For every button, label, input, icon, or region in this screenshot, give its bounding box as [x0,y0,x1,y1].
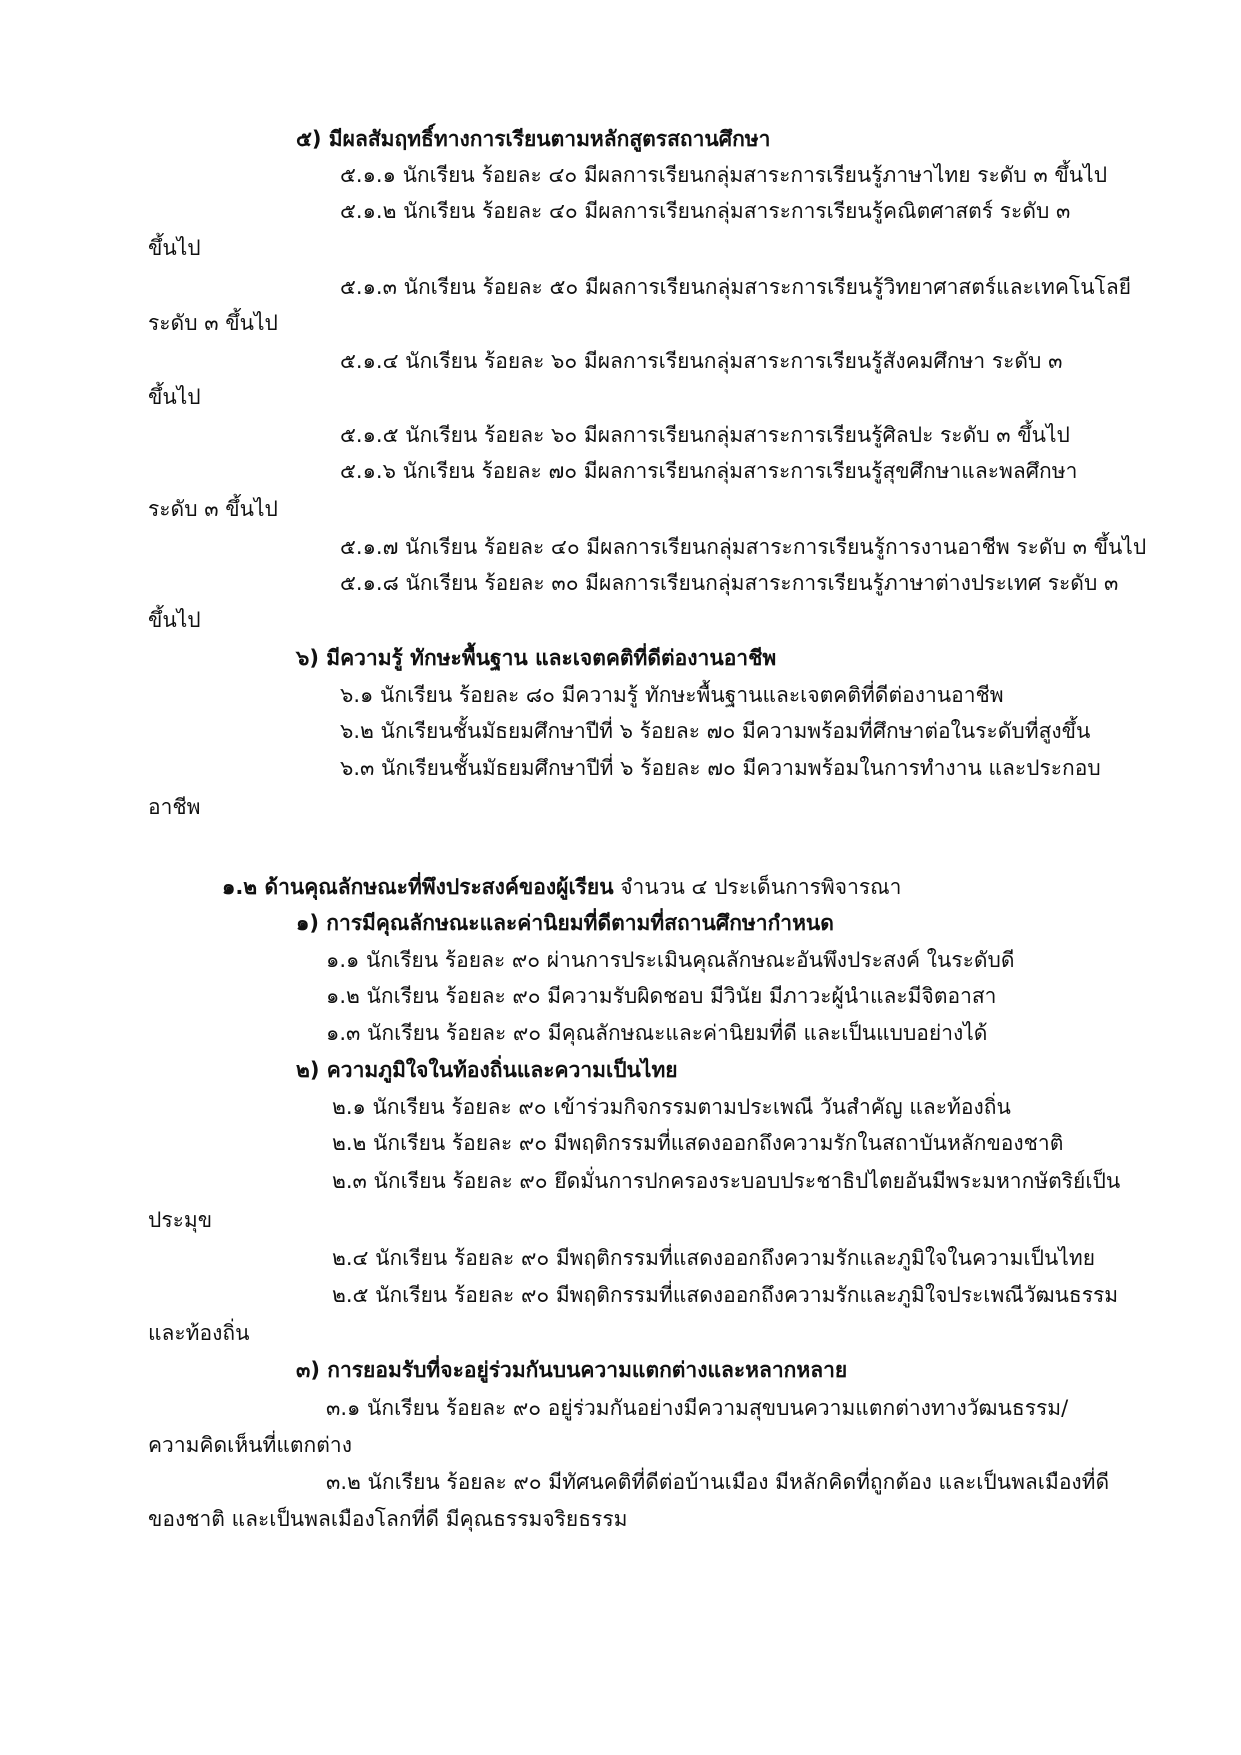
list-item-continuation: ของชาติ และเป็นพลเมืองโลกที่ดี มีคุณธรรมจริยธรรม [148,1507,628,1531]
list-item-continuation: ขึ้นไป [148,385,201,409]
list-item: ๖.๓ นักเรียนชั้นมัธยมศึกษาปีที่ ๖ ร้อยละ ๗๐ มีความพร้อมในการทำงาน และประกอบ [340,756,1101,780]
list-item-continuation: อาชีพ [148,795,201,819]
list-item: ๕.๑.๖ นักเรียน ร้อยละ ๗๐ มีผลการเรียนกลุ่มสาระการเรียนรู้สุขศึกษาและพลศึกษา [340,459,1078,483]
subsection-2-heading: ๒) ความภูมิใจในท้องถิ่นและความเป็นไทย [296,1058,678,1082]
list-item: ๑.๓ นักเรียน ร้อยละ ๙๐ มีคุณลักษณะและค่านิยมที่ดี และเป็นแบบอย่างได้ [326,1021,988,1045]
list-item-continuation: ขึ้นไป [148,236,201,260]
list-item: ๒.๑ นักเรียน ร้อยละ ๙๐ เข้าร่วมกิจกรรมตามประเพณี วันสำคัญ และท้องถิ่น [332,1095,1011,1119]
list-item: ๕.๑.๓ นักเรียน ร้อยละ ๕๐ มีผลการเรียนกลุ่มสาระการเรียนรู้วิทยาศาสตร์และเทคโนโลยี [340,275,1131,299]
list-item-continuation: ขึ้นไป [148,608,201,632]
list-item: ๒.๒ นักเรียน ร้อยละ ๙๐ มีพฤติกรรมที่แสดงออกถึงความรักในสถาบันหลักของชาติ [332,1131,1064,1155]
list-item: ๖.๒ นักเรียนชั้นมัธยมศึกษาปีที่ ๖ ร้อยละ ๗๐ มีความพร้อมที่ศึกษาต่อในระดับที่สูงขึ้น [340,719,1091,743]
list-item: ๓.๒ นักเรียน ร้อยละ ๙๐ มีทัศนคติที่ดีต่อบ้านเมือง มีหลักคิดที่ถูกต้อง และเป็นพลเมืองที่ดี [326,1470,1110,1494]
list-item-continuation: ระดับ ๓ ขึ้นไป [148,497,278,521]
list-item: ๓.๑ นักเรียน ร้อยละ ๙๐ อยู่ร่วมกันอย่างมีความสุขบนความแตกต่างทางวัฒนธรรม/ [326,1396,1069,1420]
list-item: ๕.๑.๕ นักเรียน ร้อยละ ๖๐ มีผลการเรียนกลุ่มสาระการเรียนรู้ศิลปะ ระดับ ๓ ขึ้นไป [340,423,1070,447]
section-6-heading: ๖) มีความรู้ ทักษะพื้นฐาน และเจตคติที่ดีต่องานอาชีพ [296,646,777,670]
list-item: ๕.๑.๗ นักเรียน ร้อยละ ๔๐ มีผลการเรียนกลุ่มสาระการเรียนรู้การงานอาชีพ ระดับ ๓ ขึ้นไป [340,535,1147,559]
list-item: ๕.๑.๘ นักเรียน ร้อยละ ๓๐ มีผลการเรียนกลุ่มสาระการเรียนรู้ภาษาต่างประเทศ ระดับ ๓ [340,571,1119,595]
list-item-continuation: ความคิดเห็นที่แตกต่าง [148,1433,352,1457]
list-item: ๑.๒ นักเรียน ร้อยละ ๙๐ มีความรับผิดชอบ มีวินัย มีภาวะผู้นำและมีจิตอาสา [326,984,997,1008]
section-5-heading: ๕) มีผลสัมฤทธิ์ทางการเรียนตามหลักสูตรสถานศึกษา [296,127,771,151]
list-item-continuation: ประมุข [148,1208,213,1232]
list-item: ๑.๑ นักเรียน ร้อยละ ๙๐ ผ่านการประเมินคุณลักษณะอันพึงประสงค์ ในระดับดี [326,948,1015,972]
subsection-1-heading: ๑) การมีคุณลักษณะและค่านิยมที่ดีตามที่สถานศึกษากำหนด [296,911,834,935]
section-1-2-title: ๑.๒ ด้านคุณลักษณะที่พึงประสงค์ของผู้เรียน [222,875,614,899]
list-item: ๕.๑.๒ นักเรียน ร้อยละ ๔๐ มีผลการเรียนกลุ่มสาระการเรียนรู้คณิตศาสตร์ ระดับ ๓ [340,199,1071,223]
list-item: ๕.๑.๔ นักเรียน ร้อยละ ๖๐ มีผลการเรียนกลุ่มสาระการเรียนรู้สังคมศึกษา ระดับ ๓ [340,349,1063,373]
list-item-continuation: ระดับ ๓ ขึ้นไป [148,311,278,335]
list-item: ๒.๔ นักเรียน ร้อยละ ๙๐ มีพฤติกรรมที่แสดงออกถึงความรักและภูมิใจในความเป็นไทย [332,1246,1096,1270]
section-1-2-subtitle: จำนวน ๔ ประเด็นการพิจารณา [613,875,902,899]
list-item: ๖.๑ นักเรียน ร้อยละ ๘๐ มีความรู้ ทักษะพื้นฐานและเจตคติที่ดีต่องานอาชีพ [340,683,1004,707]
subsection-3-heading: ๓) การยอมรับที่จะอยู่ร่วมกันบนความแตกต่างและหลากหลาย [296,1358,848,1382]
list-item: ๒.๓ นักเรียน ร้อยละ ๙๐ ยึดมั่นการปกครองระบอบประชาธิปไตยอันมีพระมหากษัตริย์เป็น [332,1169,1121,1193]
section-1-2-heading [222,872,901,902]
list-item: ๒.๕ นักเรียน ร้อยละ ๙๐ มีพฤติกรรมที่แสดงออกถึงความรักและภูมิใจประเพณีวัฒนธรรม [332,1283,1119,1307]
list-item-continuation: และท้องถิ่น [148,1321,250,1345]
list-item: ๕.๑.๑ นักเรียน ร้อยละ ๔๐ มีผลการเรียนกลุ่มสาระการเรียนรู้ภาษาไทย ระดับ ๓ ขึ้นไป [340,163,1108,187]
